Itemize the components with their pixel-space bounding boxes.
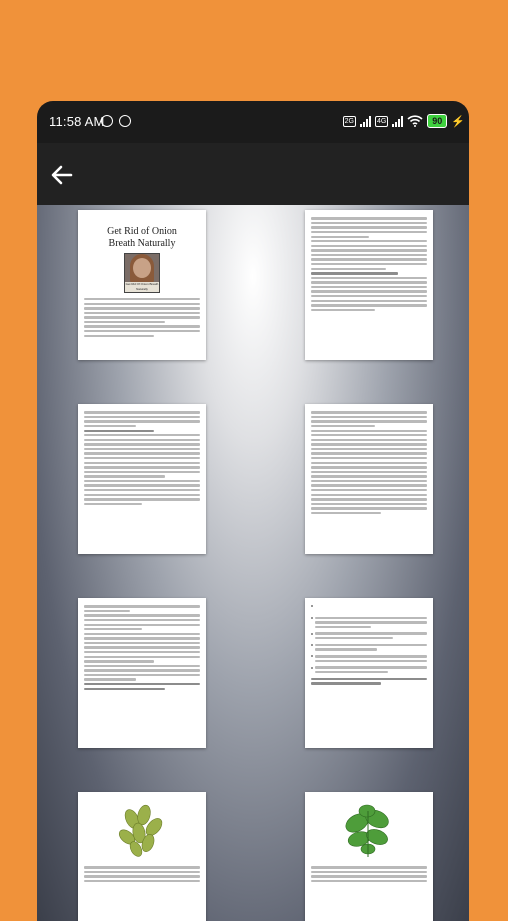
charging-icon: ⚡ bbox=[451, 115, 465, 128]
page-thumbnail-5[interactable] bbox=[78, 598, 206, 748]
sim2-badge: 4G bbox=[376, 117, 387, 125]
battery-icon: 90 bbox=[427, 114, 447, 128]
phone-frame bbox=[37, 101, 469, 921]
status-time: 11:58 AM bbox=[49, 114, 105, 129]
cardamom-image bbox=[84, 797, 200, 859]
cover-image bbox=[124, 253, 160, 293]
status-bar bbox=[37, 101, 469, 143]
signal-icon bbox=[360, 115, 371, 127]
page-thumbnail-4[interactable] bbox=[305, 404, 433, 554]
page-thumbnail-1[interactable] bbox=[78, 210, 206, 360]
page-thumbnail-6[interactable] bbox=[305, 598, 433, 748]
page-thumbnail-8[interactable] bbox=[305, 792, 433, 921]
arrow-left-icon[interactable] bbox=[49, 162, 75, 188]
notification-circle-icon bbox=[101, 115, 113, 127]
page-thumbnail-7[interactable] bbox=[78, 792, 206, 921]
page-thumbnail-3[interactable] bbox=[78, 404, 206, 554]
cover-title: Get Rid of Onion Breath Naturally bbox=[107, 226, 177, 249]
cover-image-caption: Get Rid Of Onion Breath Naturally bbox=[125, 282, 159, 291]
status-icons bbox=[343, 114, 465, 128]
document-pages-grid[interactable] bbox=[37, 205, 469, 921]
sim1-badge: 2G bbox=[344, 117, 354, 125]
notification-circle-icon bbox=[119, 115, 131, 127]
signal-icon bbox=[392, 115, 403, 127]
mint-leaves-image bbox=[311, 797, 427, 859]
wifi-icon bbox=[407, 115, 423, 127]
page-thumbnail-2[interactable] bbox=[305, 210, 433, 360]
app-bar bbox=[37, 143, 469, 205]
